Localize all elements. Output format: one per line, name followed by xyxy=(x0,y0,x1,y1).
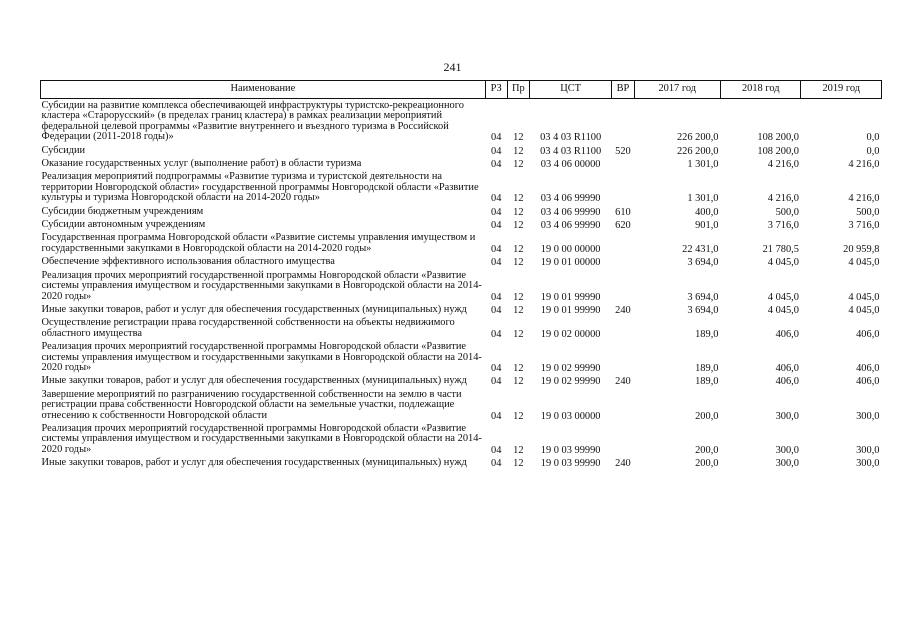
row-2019: 0,0 xyxy=(866,145,880,157)
row-cst: 03 4 06 99990 xyxy=(540,193,601,205)
row-name: Субсидии на развитие комплекса обеспечивающей инфраструктуры туристско-рекреационного кластера «Старорусский» (в пределах границ кластера) в рамках реализации мероприятий федеральной целевой программы «Развитие внутреннего и въездного туризма в Российской Федерации (2011-2018 годы)» xyxy=(41,100,464,143)
row-rz: 04 xyxy=(491,220,502,232)
header-2019: 2019 год xyxy=(801,81,882,99)
row-name: Субсидии бюджетным учреждениям xyxy=(41,205,204,217)
header-cst: ЦСТ xyxy=(529,81,611,99)
row-2018: 500,0 xyxy=(775,206,799,218)
row-rz: 04 xyxy=(491,193,502,205)
row-pr: 12 xyxy=(513,257,524,269)
row-2017: 189,0 xyxy=(695,362,719,374)
header-2017: 2017 год xyxy=(634,81,721,99)
row-name: Осуществление регистрации права государственной собственности на объекты недвижимого областного имущества xyxy=(41,317,455,339)
row-cst: 03 4 06 99990 xyxy=(540,220,601,232)
row-2018: 406,0 xyxy=(775,376,799,388)
row-cst: 03 4 06 99990 xyxy=(540,206,601,218)
row-2018: 3 716,0 xyxy=(767,220,799,232)
row-2019: 300,0 xyxy=(856,444,880,456)
row-name: Реализация прочих мероприятий государственной программы Новгородской области «Развитие системы управления имуществом и государственными закупками в Новгородской области на 2014-2020 годы» xyxy=(41,341,482,373)
row-cst: 19 0 01 99990 xyxy=(540,291,601,303)
row-pr: 12 xyxy=(513,328,524,340)
row-rz: 04 xyxy=(491,291,502,303)
row-vr: 240 xyxy=(615,304,631,316)
row-2018: 4 045,0 xyxy=(767,257,799,269)
row-rz: 04 xyxy=(491,410,502,422)
row-2018: 4 045,0 xyxy=(767,304,799,316)
header-vr: ВР xyxy=(612,81,634,99)
row-cst: 19 0 00 00000 xyxy=(540,243,601,255)
row-cst: 19 0 01 99990 xyxy=(540,304,601,316)
row-rz: 04 xyxy=(491,132,502,144)
row-cst: 19 0 02 99990 xyxy=(540,362,601,374)
row-cst: 03 4 06 00000 xyxy=(540,159,601,171)
table-row xyxy=(41,170,882,204)
row-pr: 12 xyxy=(513,132,524,144)
row-name: Реализация мероприятий подпрограммы «Развитие туризма и туристской деятельности на территории Новгородской области» государственной программы Новгородской области «Развитие культуры и туризма Новгородской области на 2014-2020 годы» xyxy=(41,171,479,204)
table-row xyxy=(41,303,882,316)
row-vr xyxy=(612,422,634,456)
table-row xyxy=(41,316,882,340)
table-row xyxy=(41,157,882,170)
row-pr: 12 xyxy=(513,304,524,316)
row-cst: 03 4 03 R1100 xyxy=(540,132,602,144)
row-2017: 901,0 xyxy=(695,220,719,232)
row-rz: 04 xyxy=(491,458,502,470)
row-2019: 300,0 xyxy=(856,458,880,470)
header-rz: РЗ xyxy=(485,81,507,99)
row-pr: 12 xyxy=(513,193,524,205)
row-2019: 500,0 xyxy=(856,206,880,218)
row-cst: 19 0 02 99990 xyxy=(540,376,601,388)
table-row xyxy=(41,231,882,255)
row-2018: 406,0 xyxy=(775,328,799,340)
table-row xyxy=(41,374,882,387)
row-2017: 3 694,0 xyxy=(687,304,719,316)
row-pr: 12 xyxy=(513,243,524,255)
row-pr: 12 xyxy=(513,291,524,303)
row-name: Завершение мероприятий по разграничению государственной собственности на землю в части регистрации права собственности Новгородской области на земельные участки, подлежащие отнесению к собственности Новгородской области xyxy=(41,388,462,421)
row-2017: 22 431,0 xyxy=(682,243,719,255)
row-2017: 200,0 xyxy=(695,410,719,422)
row-2019: 4 216,0 xyxy=(848,159,880,171)
row-2018: 4 045,0 xyxy=(767,291,799,303)
row-vr xyxy=(612,388,634,422)
row-name: Обеспечение эффективного использования областного имущества xyxy=(41,256,335,268)
row-2019: 4 045,0 xyxy=(848,304,880,316)
row-2017: 3 694,0 xyxy=(687,291,719,303)
row-name: Реализация прочих мероприятий государственной программы Новгородской области «Развитие системы управления имуществом и государственными закупками в Новгородской области на 2014-2020 годы» xyxy=(41,269,482,302)
table-body xyxy=(41,99,882,470)
row-2017: 189,0 xyxy=(695,376,719,388)
row-pr: 12 xyxy=(513,376,524,388)
row-name: Иные закупки товаров, работ и услуг для обеспечения государственных (муниципальных) нужд xyxy=(41,375,467,387)
row-rz: 04 xyxy=(491,328,502,340)
row-vr xyxy=(612,99,634,144)
row-vr: 520 xyxy=(615,145,631,157)
row-vr xyxy=(612,340,634,374)
header-pr: Пр xyxy=(507,81,529,99)
row-2019: 4 216,0 xyxy=(848,193,880,205)
row-2019: 4 045,0 xyxy=(848,291,880,303)
row-2019: 406,0 xyxy=(856,328,880,340)
row-2017: 226 200,0 xyxy=(676,145,719,157)
row-vr: 610 xyxy=(615,206,631,218)
row-name: Реализация прочих мероприятий государственной программы Новгородской области «Развитие системы управления имуществом и государственными закупками в Новгородской области на 2014-2020 годы» xyxy=(41,422,482,455)
table-row xyxy=(41,255,882,268)
row-cst: 19 0 01 00000 xyxy=(540,257,601,269)
row-cst: 19 0 03 00000 xyxy=(540,410,601,422)
table-row xyxy=(41,388,882,422)
row-2017: 226 200,0 xyxy=(676,132,719,144)
row-vr: 240 xyxy=(615,458,631,470)
row-2018: 4 216,0 xyxy=(767,193,799,205)
row-pr: 12 xyxy=(513,145,524,157)
row-2019: 300,0 xyxy=(856,410,880,422)
header-2018: 2018 год xyxy=(721,81,801,99)
row-cst: 03 4 03 R1100 xyxy=(540,145,602,157)
row-name: Государственная программа Новгородской области «Развитие системы управления имуществом и государственными закупками в Новгородской области на 2014-2020 годы» xyxy=(41,232,476,254)
row-rz: 04 xyxy=(491,376,502,388)
table-row xyxy=(41,269,882,303)
row-vr xyxy=(612,170,634,204)
row-pr: 12 xyxy=(513,206,524,218)
table-row xyxy=(41,422,882,456)
row-2017: 189,0 xyxy=(695,328,719,340)
row-name: Иные закупки товаров, работ и услуг для обеспечения государственных (муниципальных) нужд xyxy=(41,303,467,315)
row-2017: 200,0 xyxy=(695,458,719,470)
row-name: Оказание государственных услуг (выполнение работ) в области туризма xyxy=(41,158,362,170)
row-vr xyxy=(612,157,634,170)
row-vr xyxy=(612,231,634,255)
row-2018: 21 780,5 xyxy=(762,243,799,255)
row-2019: 406,0 xyxy=(856,376,880,388)
row-name: Иные закупки товаров, работ и услуг для обеспечения государственных (муниципальных) нужд xyxy=(41,457,467,469)
row-rz: 04 xyxy=(491,304,502,316)
row-2017: 1 301,0 xyxy=(687,193,719,205)
row-2019: 406,0 xyxy=(856,362,880,374)
row-2018: 300,0 xyxy=(775,458,799,470)
row-2019: 0,0 xyxy=(866,132,880,144)
row-2018: 300,0 xyxy=(775,410,799,422)
row-vr: 620 xyxy=(615,220,631,232)
row-cst: 19 0 03 99990 xyxy=(540,444,601,456)
table-row xyxy=(41,456,882,469)
header-name: Наименование xyxy=(41,81,486,99)
row-pr: 12 xyxy=(513,458,524,470)
row-rz: 04 xyxy=(491,243,502,255)
row-pr: 12 xyxy=(513,410,524,422)
table-row xyxy=(41,144,882,157)
row-name: Субсидии автономным учреждениям xyxy=(41,219,206,231)
row-2018: 108 200,0 xyxy=(757,132,799,144)
row-rz: 04 xyxy=(491,145,502,157)
row-2017: 3 694,0 xyxy=(687,257,719,269)
row-2018: 300,0 xyxy=(775,444,799,456)
table-row xyxy=(41,218,882,231)
row-rz: 04 xyxy=(491,206,502,218)
table-row xyxy=(41,99,882,144)
table-header xyxy=(41,81,882,99)
row-pr: 12 xyxy=(513,159,524,171)
row-rz: 04 xyxy=(491,444,502,456)
row-rz: 04 xyxy=(491,159,502,171)
row-name: Субсидии xyxy=(41,144,86,156)
row-2017: 400,0 xyxy=(695,206,719,218)
table-row xyxy=(41,205,882,218)
row-vr xyxy=(612,269,634,303)
page-number: 241 xyxy=(443,60,462,74)
budget-table xyxy=(40,80,882,470)
row-rz: 04 xyxy=(491,257,502,269)
row-2018: 406,0 xyxy=(775,362,799,374)
row-vr: 240 xyxy=(615,376,631,388)
row-vr xyxy=(612,255,634,268)
row-2017: 200,0 xyxy=(695,444,719,456)
row-vr xyxy=(612,316,634,340)
table-row xyxy=(41,340,882,374)
row-2017: 1 301,0 xyxy=(687,159,719,171)
row-pr: 12 xyxy=(513,362,524,374)
row-2019: 4 045,0 xyxy=(848,257,880,269)
row-pr: 12 xyxy=(513,444,524,456)
row-2019: 3 716,0 xyxy=(848,220,880,232)
row-2019: 20 959,8 xyxy=(843,243,880,255)
row-cst: 19 0 03 99990 xyxy=(540,458,601,470)
row-rz: 04 xyxy=(491,362,502,374)
row-pr: 12 xyxy=(513,220,524,232)
row-2018: 4 216,0 xyxy=(767,159,799,171)
row-cst: 19 0 02 00000 xyxy=(540,328,601,340)
row-2018: 108 200,0 xyxy=(757,145,799,157)
